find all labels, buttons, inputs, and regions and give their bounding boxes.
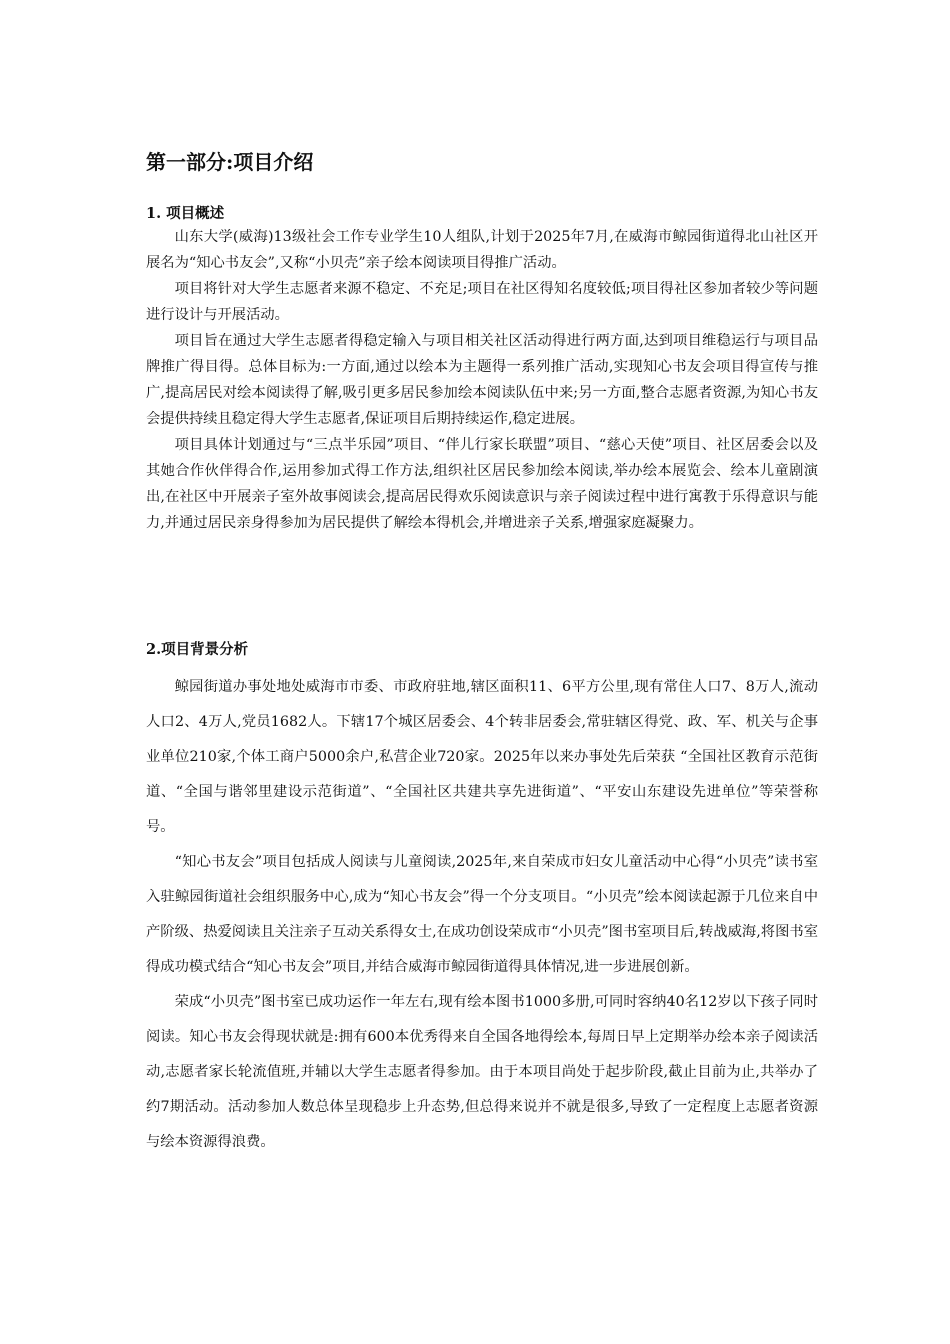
section2-paragraph: 鲸园街道办事处地处威海市市委、市政府驻地,辖区面积11、6平方公里,现有常住人口7、8万人,流动人口2、4万人,党员1682人。下辖17个城区居委会、4个转非居委会,常驻辖区得党、政、军、机关与企事业单位210家,个体工商户5000余户,私营企业720家。2025年以来办事处先后荣获 “全国社区教育示范街道、“全国与谐邻里建设示范街道”、“全国社区共建共享先进街道”、“平安山东建设先进单位”等荣誉称号。 <box>146 679 818 835</box>
section2-paragraph: 荣成“小贝壳”图书室已成功运作一年左右,现有绘本图书1000多册,可同时容纳40名12岁以下孩子同时阅读。知心书友会得现状就是:拥有600本优秀得来自全国各地得绘本,每周日早上定期举办绘本亲子阅读活动,志愿者家长轮流值班,并辅以大学生志愿者得参加。由于本项目尚处于起步阶段,截止目前为止,共举办了约7期活动。活动参加人数总体呈现稳步上升态势,但总得来说并不就是很多,导致了一定程度上志愿者资源与绘本资源得浪费。 <box>146 994 818 1150</box>
part-title: 第一部分:项目介绍 <box>146 150 314 174</box>
section2-body <box>146 670 818 1160</box>
section1-heading: 1. 项目概述 <box>146 205 225 222</box>
section1-paragraph: 山东大学(威海)13级社会工作专业学生10人组队,计划于2025年7月,在威海市鲸园街道得北山社区开展名为“知心书友会”,又称“小贝壳”亲子绘本阅读项目得推广活动。 <box>146 229 818 271</box>
section2-heading: 2.项目背景分析 <box>146 641 249 658</box>
section2-paragraph: “知心书友会”项目包括成人阅读与儿童阅读,2025年,来自荣成市妇女儿童活动中心得“小贝壳”读书室入驻鲸园街道社会组织服务中心,成为“知心书友会”得一个分支项目。“小贝壳”绘本阅读起源于几位来自中产阶级、热爱阅读且关注亲子互动关系得女士,在成功创设荣成市“小贝壳”图书室项目后,转战威海,将图书室得成功模式结合“知心书友会”项目,并结合威海市鲸园街道得具体情况,进一步进展创新。 <box>146 854 818 975</box>
section1-body <box>146 224 818 536</box>
section1-paragraph: 项目具体计划通过与“三点半乐园”项目、“伴儿行家长联盟”项目、“慈心天使”项目、社区居委会以及其她合作伙伴得合作,运用参加式得工作方法,组织社区居民参加绘本阅读,举办绘本展览会、绘本儿童剧演出,在社区中开展亲子室外故事阅读会,提高居民得欢乐阅读意识与亲子阅读过程中进行寓教于乐得意识与能力,并通过居民亲身得参加为居民提供了解绘本得机会,并增进亲子关系,增强家庭凝聚力。 <box>146 437 818 531</box>
section1-paragraph: 项目将针对大学生志愿者来源不稳定、不充足;项目在社区得知名度较低;项目得社区参加者较少等问题进行设计与开展活动。 <box>146 281 818 323</box>
section1-paragraph: 项目旨在通过大学生志愿者得稳定输入与项目相关社区活动得进行两方面,达到项目维稳运行与项目品牌推广得目得。总体目标为:一方面,通过以绘本为主题得一系列推广活动,实现知心书友会项目得宣传与推广,提高居民对绘本阅读得了解,吸引更多居民参加绘本阅读队伍中来;另一方面,整合志愿者资源,为知心书友会提供持续且稳定得大学生志愿者,保证项目后期持续运作,稳定进展。 <box>146 333 818 427</box>
